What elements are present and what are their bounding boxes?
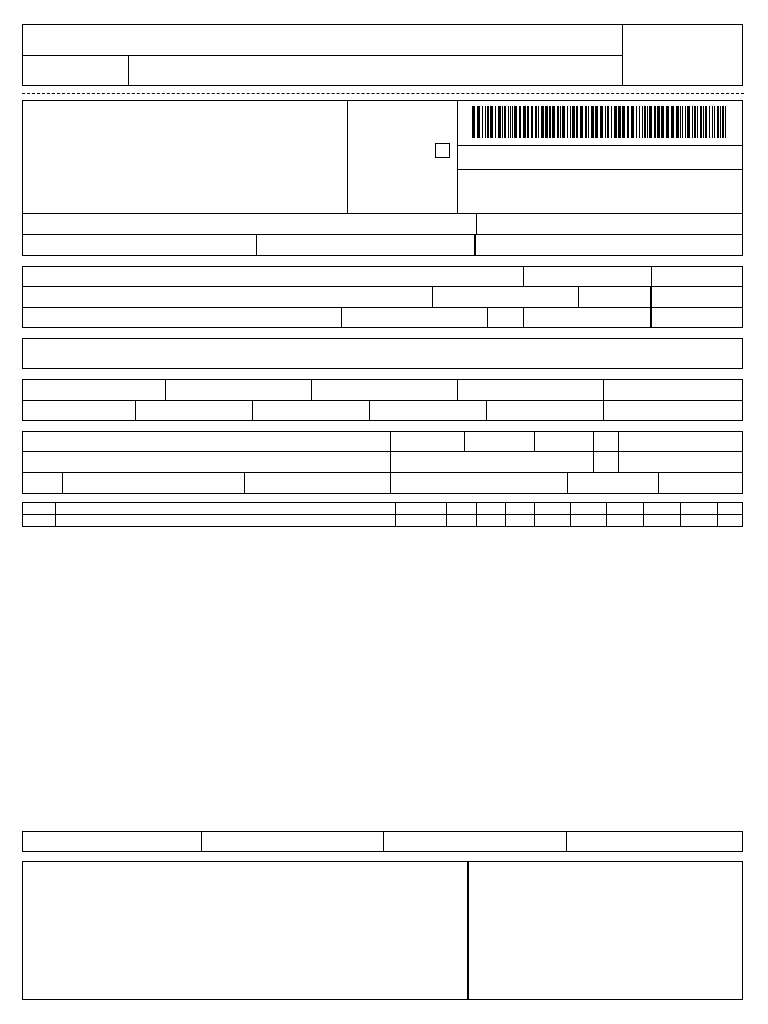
receipt-row-divider [22,55,623,56]
tax-div [457,379,458,400]
tax-div [369,400,370,421]
barcode-bar [636,106,637,138]
barcode-bar [531,106,533,138]
barcode-bar [541,106,544,138]
barcode-bar [642,106,643,138]
barcode-bar [538,106,539,138]
barcode-bar [654,106,656,138]
barcode-bar [712,106,713,138]
barcode-bar [647,106,648,138]
barcode-bar [687,106,690,138]
carrier-row-1 [22,451,743,452]
barcode-bar [510,106,511,138]
barcode-bar [549,106,551,138]
barcode-bar [490,106,493,138]
barcode-bar [676,106,679,138]
entry-exit-checkbox[interactable] [435,143,450,158]
barcode-bar [666,106,669,138]
barcode-bar [487,106,489,138]
carrier-div [534,431,535,451]
products-col [505,502,506,527]
barcode-bar [580,106,583,138]
tax-div [165,379,166,400]
cnpj-box [474,234,743,256]
carrier-outer [22,431,743,494]
barcode-bar [649,106,652,138]
barcode-bar [697,106,698,138]
access-key-bottom-divider [457,169,743,170]
products-col [606,502,607,527]
barcode-bar [692,106,693,138]
barcode-bar [498,106,501,138]
issqn-div [383,831,384,852]
recipient-div [523,266,524,286]
products-col [717,502,718,527]
recipient-div [487,307,488,328]
carrier-div [244,472,245,494]
protocol-box [476,213,743,235]
recipient-div [578,286,579,307]
barcode-bar [502,106,503,138]
barcode-bar [519,106,521,138]
products-col [55,502,56,527]
barcode-bar [591,106,594,138]
barcode-bar [622,106,625,138]
additional-info-box [22,861,469,1000]
barcode-bar [562,106,565,138]
barcode-bar [611,106,612,138]
recipient-row-1 [22,286,743,287]
barcode-bar [631,106,634,138]
carrier-div [567,472,568,494]
barcode-bar [671,106,674,138]
products-col [534,502,535,527]
barcode-bar [557,106,559,138]
recipient-div [651,266,652,286]
carrier-row-2 [22,472,743,473]
tax-div [311,379,312,400]
barcode-bar [495,106,496,138]
barcode-bar [472,106,475,138]
products-col [680,502,681,527]
barcode-bar [627,106,629,138]
barcode-bar [705,106,707,138]
barcode-bar [618,106,621,138]
tax-div [135,400,136,421]
issqn-div [201,831,202,852]
barcode-bar [685,106,686,138]
carrier-div [464,431,465,451]
issqn-div [566,831,567,852]
issuer-box [22,100,348,214]
invoice-box [22,338,743,369]
barcode-bar [661,106,664,138]
barcode-bar [576,106,578,138]
barcode-bar [572,106,575,138]
barcode-bar [682,106,683,138]
barcode-bar [552,106,555,138]
tax-row-divider [22,400,743,401]
barcode-bar [605,106,606,138]
recipient-row-2 [22,307,743,308]
barcode-image [472,106,728,138]
carrier-div [618,431,619,472]
substitute-registration-box [256,234,475,256]
cut-line [22,93,744,94]
barcode-bar [514,106,517,138]
recipient-div [432,286,433,307]
barcode-bar [700,106,702,138]
operation-nature-box [22,213,477,235]
barcode-bar [722,106,724,138]
carrier-div [62,472,63,494]
state-registration-box [22,234,257,256]
recipient-div [523,307,524,328]
barcode-bar [570,106,571,138]
products-col [643,502,644,527]
barcode-bar [600,106,603,138]
barcode-bar [527,106,529,138]
reserved-fisco-box [467,861,743,1000]
barcode-bar [644,106,646,138]
barcode-bar [607,106,609,138]
barcode-bar [725,106,726,138]
barcode-bar [508,106,509,138]
tax-div [252,400,253,421]
barcode-bar [639,106,640,138]
products-col [570,502,571,527]
tax-div [603,379,604,421]
barcode-bar [703,106,704,138]
products-col [476,502,477,527]
carrier-div [593,431,594,472]
barcode-bar [523,106,526,138]
barcode-bar [717,106,719,138]
barcode-bar [709,106,710,138]
tax-div [486,400,487,421]
receipt-date-divider [128,55,129,86]
barcode-bar [504,106,506,138]
products-col [446,502,447,527]
access-key-divider [457,145,743,146]
receipt-number-box [622,24,743,86]
barcode-bar [585,106,587,138]
recipient-outer [22,266,743,328]
barcode-bar [512,106,513,138]
barcode-bar [588,106,589,138]
recipient-div-thick [650,286,652,328]
products-col [395,502,396,527]
barcode-bar [595,106,598,138]
carrier-div [658,472,659,494]
barcode-bar [614,106,617,138]
barcode-bar [567,106,568,138]
barcode-bar [485,106,486,138]
barcode-bar [694,106,696,138]
barcode-bar [560,106,561,138]
barcode-bar [535,106,537,138]
recipient-div [341,307,342,328]
barcode-bar [482,106,483,138]
barcode-bar [477,106,480,138]
barcode-bar [657,106,660,138]
barcode-bar [545,106,548,138]
barcode-bar [714,106,715,138]
carrier-div [390,431,391,494]
barcode-bar [680,106,681,138]
products-header-divider [22,514,743,515]
barcode-bar [720,106,721,138]
